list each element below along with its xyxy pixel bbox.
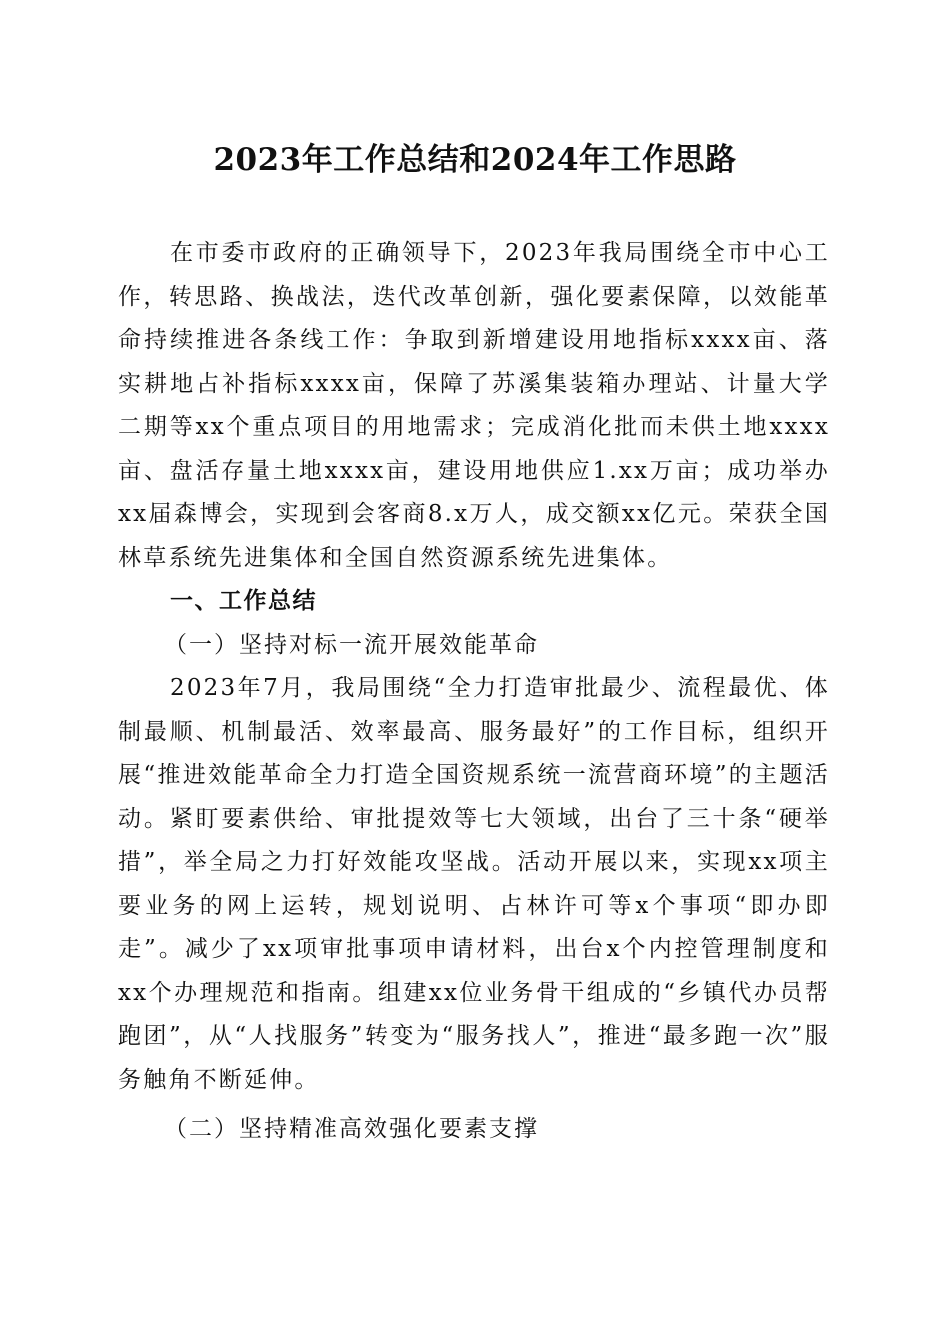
- subsection-1-paragraph: 2023年7月，我局围绕“全力打造审批最少、流程最优、体制最顺、机制最活、效率最高、服务最好”的工作目标，组织开展“推进效能革命全力打造全国资规系统一流营商环境”的主题活动。紧盯要素供给、审批提效等七大领域，出台了三十条“硬举措”，举全局之力打好效能攻坚战。活动开展以来，实现xx项主要业务的网上运转，规划说明、占林许可等x个事项“即办即走”。减少了xx项审批事项申请材料，出台x个内控管理制度和xx个办理规范和指南。组建xx位业务骨干组成的“乡镇代办员帮跑团”，从“人找服务”转变为“服务找人”，推进“最多跑一次”服务触角不断延伸。: [118, 675, 830, 1093]
- intro-paragraph: 在市委市政府的正确领导下，2023年我局围绕全市中心工作，转思路、换战法，迭代改革创新，强化要素保障，以效能革命持续推进各条线工作：争取到新增建设用地指标xxxx亩、落实耕地占补指标xxxx亩，保障了苏溪集装箱办理站、计量大学二期等xx个重点项目的用地需求；完成消化批而未供土地xxxx亩、盘活存量土地xxxx亩，建设用地供应1.xx万亩；成功举办xx届森博会，实现到会客商8.x万人，成交额xx亿元。荣获全国林草系统先进集体和全国自然资源系统先进集体。: [118, 240, 830, 571]
- document-body: [118, 232, 830, 1152]
- section-heading-work-summary: 一、工作总结: [170, 588, 317, 614]
- document-title: 2023年工作总结和2024年工作思路: [213, 142, 737, 178]
- subsection-heading-1: （一）坚持对标一流开展效能革命: [164, 631, 539, 658]
- subsection-heading-2: （二）坚持精准高效强化要素支撑: [164, 1116, 539, 1142]
